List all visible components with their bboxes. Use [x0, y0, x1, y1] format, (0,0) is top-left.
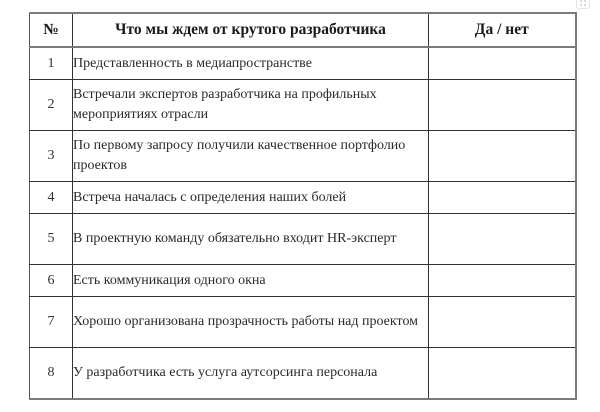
answer-cell[interactable] [429, 182, 576, 214]
row-number: 8 [30, 348, 73, 400]
table-row [30, 47, 576, 80]
developer-checklist-table [29, 12, 577, 400]
drag-handle-icon[interactable] [576, 0, 590, 9]
answer-cell[interactable] [429, 348, 576, 400]
row-text: По первому запросу получили качественное портфолио проектов [73, 131, 429, 182]
table-row [30, 214, 576, 265]
answer-cell[interactable] [429, 265, 576, 297]
row-number: 3 [30, 131, 73, 182]
drag-dot [580, 0, 582, 2]
row-text: Хорошо организована прозрачность работы над проектом [73, 297, 429, 348]
table-row [30, 80, 576, 131]
row-text: Встреча началась с определения наших болей [73, 182, 429, 214]
row-text: Представленность в медиапространстве [73, 47, 429, 80]
table-row [30, 265, 576, 297]
drag-dot [584, 4, 586, 6]
answer-cell[interactable] [429, 80, 576, 131]
row-text: В проектную команду обязательно входит HR-эксперт [73, 214, 429, 265]
header-expectation: Что мы ждем от крутого разработчика [73, 13, 429, 47]
row-number: 7 [30, 297, 73, 348]
row-number: 6 [30, 265, 73, 297]
table-row [30, 182, 576, 214]
table-row [30, 297, 576, 348]
table-row [30, 348, 576, 400]
drag-dot [580, 4, 582, 6]
table-header-row [30, 13, 576, 47]
row-number: 2 [30, 80, 73, 131]
answer-cell[interactable] [429, 131, 576, 182]
row-text: Есть коммуникация одного окна [73, 265, 429, 297]
answer-cell[interactable] [429, 47, 576, 80]
row-number: 4 [30, 182, 73, 214]
drag-dot [584, 0, 586, 2]
table-row [30, 131, 576, 182]
header-answer: Да / нет [429, 13, 576, 47]
header-number: № [30, 13, 73, 47]
row-text: Встречали экспертов разработчика на профильных мероприятиях отрасли [73, 80, 429, 131]
answer-cell[interactable] [429, 297, 576, 348]
row-number: 5 [30, 214, 73, 265]
row-text: У разработчика есть услуга аутсорсинга персонала [73, 348, 429, 400]
row-number: 1 [30, 47, 73, 80]
answer-cell[interactable] [429, 214, 576, 265]
